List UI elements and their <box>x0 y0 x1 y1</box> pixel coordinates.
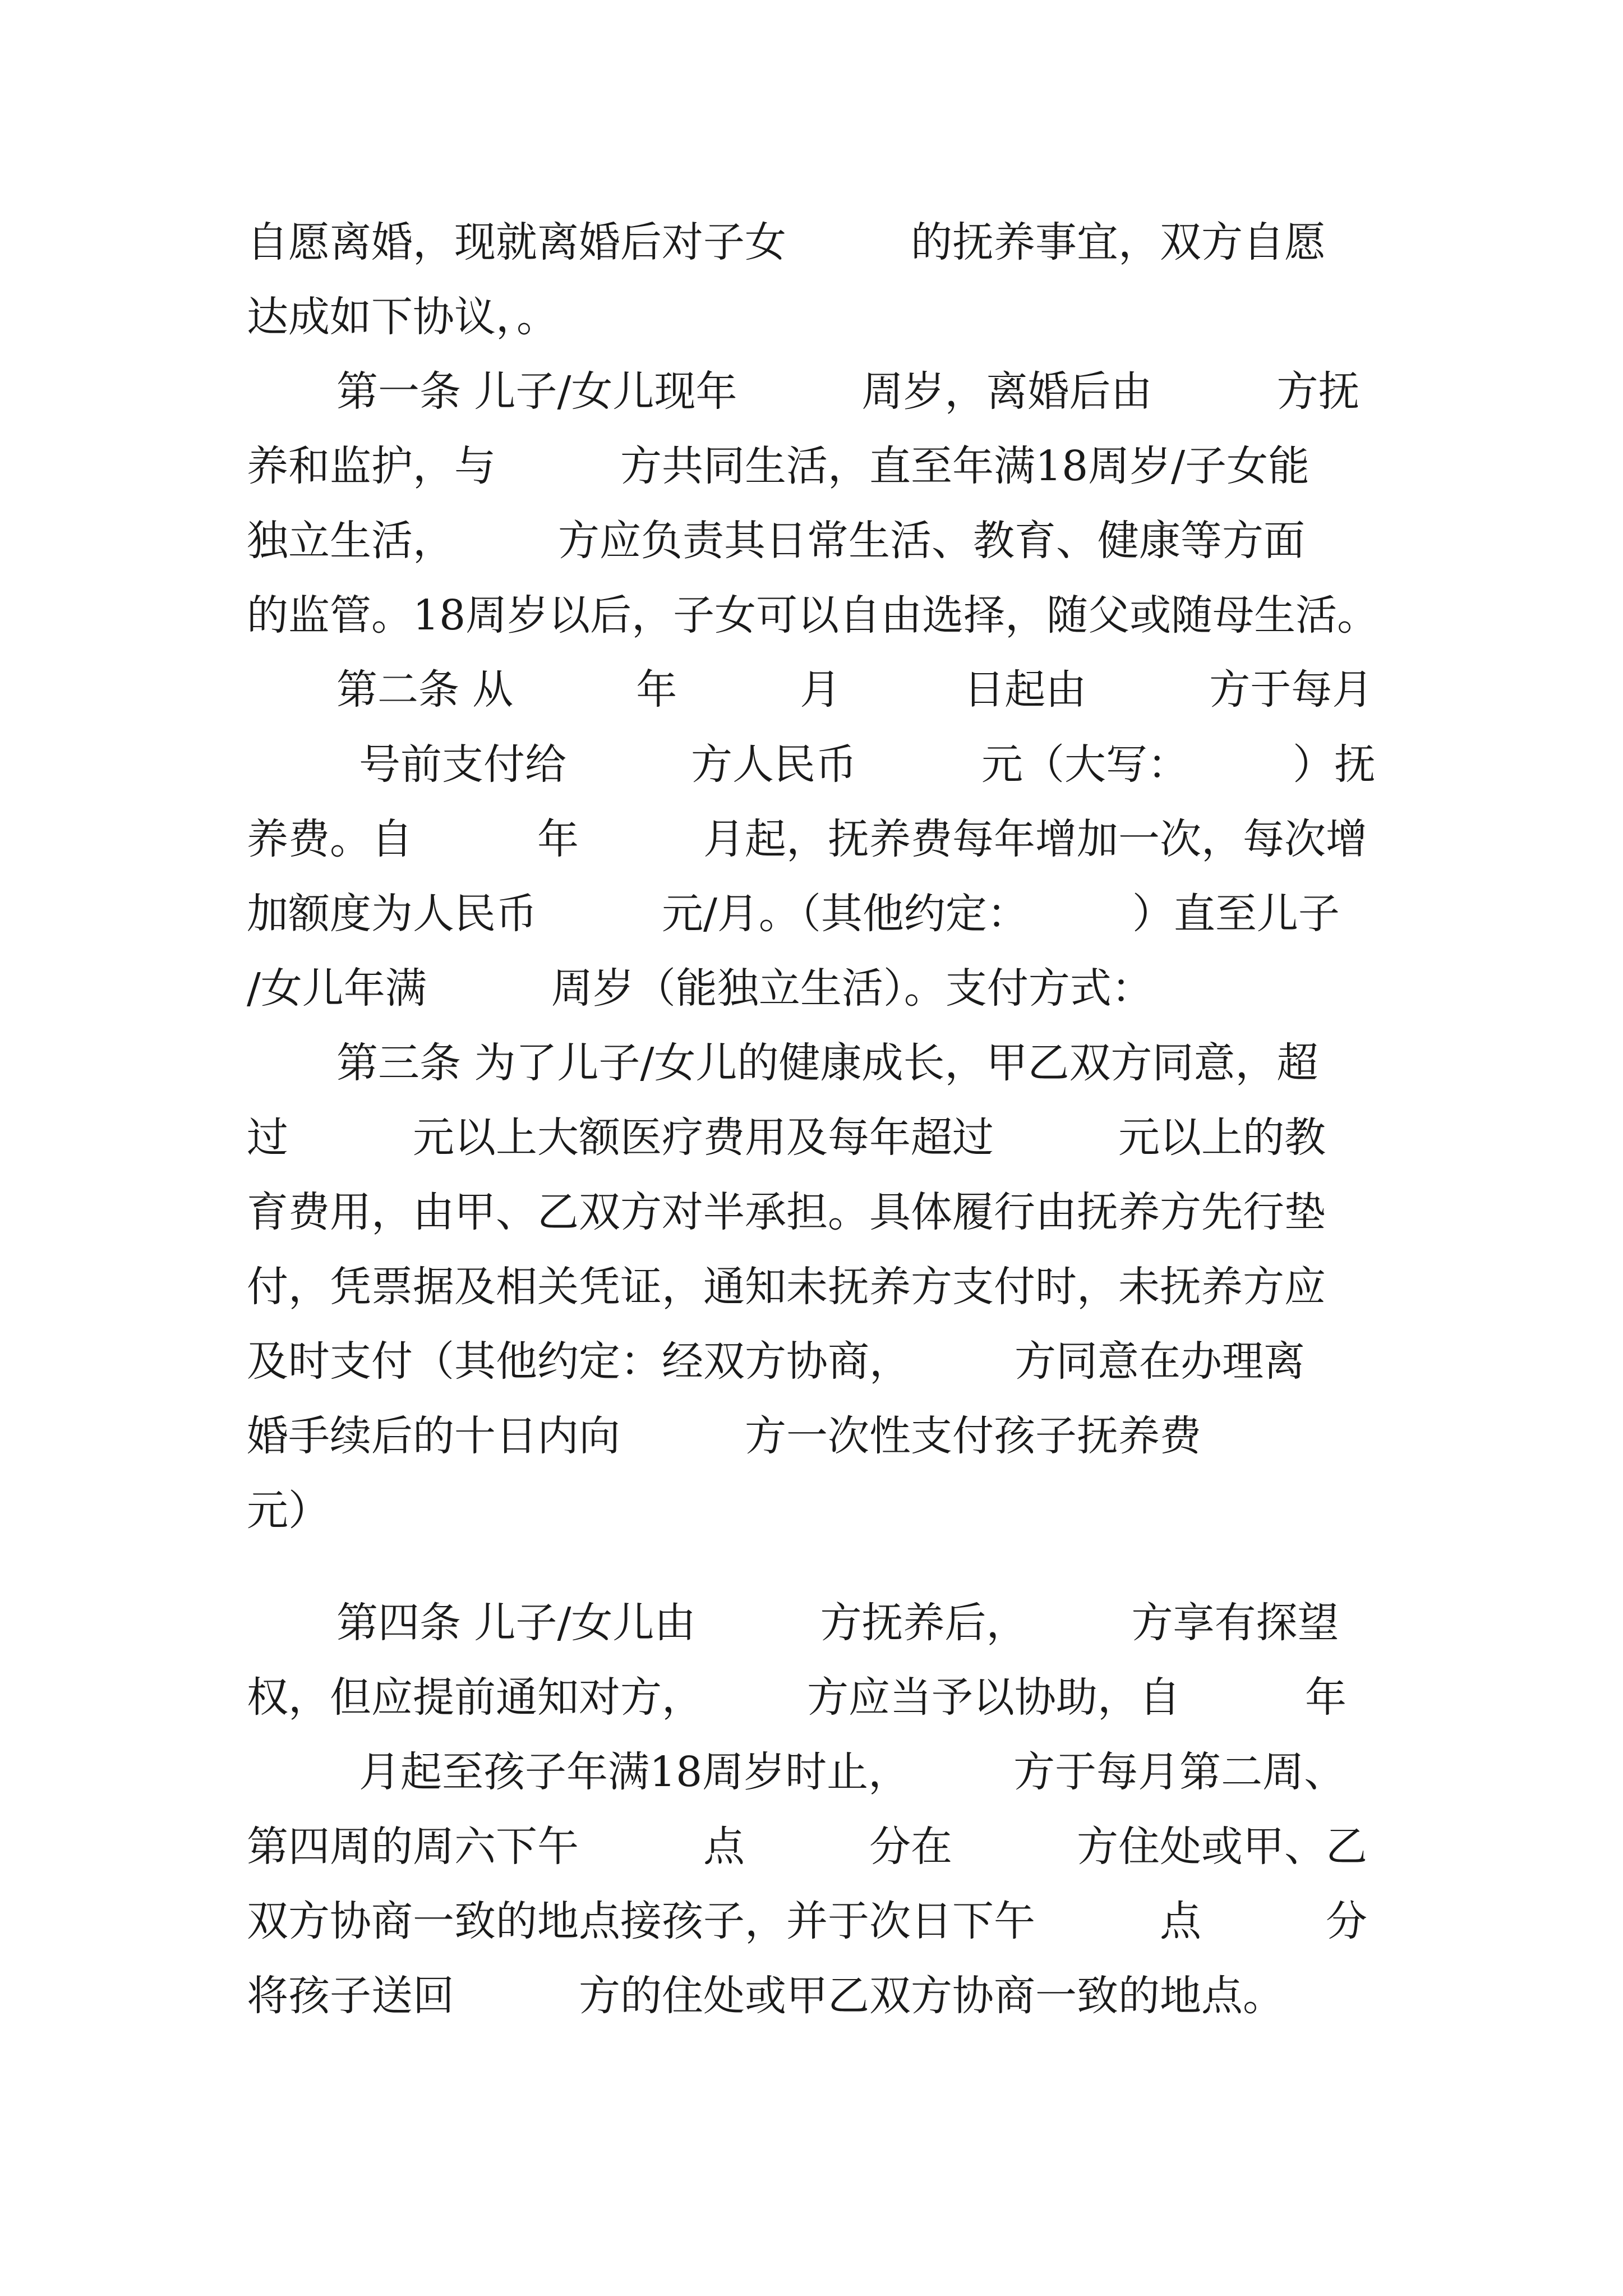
text-line: /女儿年满 周岁（能独立生活）。支付方式： <box>247 964 1153 1013</box>
text-line: 婚手续后的十日内向 方一次性支付孩子抚养费 <box>247 1412 1201 1460</box>
text-line: 付，凭票据及相关凭证，通知未抚养方支付时，未抚养方应 <box>247 1263 1326 1311</box>
text-line: 育费用，由甲、乙双方对半承担。具体履行由抚养方先行垫 <box>247 1188 1326 1236</box>
text-line: 养和监护，与 方共同生活，直至年满18周岁/子女能 <box>247 442 1310 490</box>
text-line: 养费。自 年 月起，抚养费每年增加一次，每次增 <box>247 815 1367 863</box>
text-line: 达成如下协议，。 <box>247 293 558 341</box>
text-line: 双方协商一致的地点接孩子，并于次日下午 点 分 <box>247 1897 1367 1945</box>
text-line: 第二条 从 年 月 日起由 方于每月 <box>336 666 1373 714</box>
text-line: 第一条 儿子/女儿现年 周岁，离婚后由 方抚 <box>336 367 1360 416</box>
text-line: 将孩子送回 方的住处或甲乙双方协商一致的地点。 <box>247 1972 1284 2020</box>
text-line: 第四条 儿子/女儿由 方抚养后， 方享有探望 <box>336 1599 1339 1647</box>
text-line: 月起至孩子年满18周岁时止， 方于每月第二周、 <box>359 1748 1346 1796</box>
text-line: 及时支付（其他约定：经双方协商， 方同意在办理离 <box>247 1337 1305 1386</box>
text-line: 权，但应提前通知对方， 方应当予以协助，自 年 <box>247 1673 1347 1722</box>
text-line: 过 元以上大额医疗费用及每年超过 元以上的教 <box>247 1114 1326 1162</box>
text-line: 加额度为人民币 元/月。（其他约定： ）直至儿子 <box>247 890 1340 938</box>
text-line: 第三条 为了儿子/女儿的健康成长，甲乙双方同意，超 <box>336 1039 1318 1087</box>
text-line: 号前支付给 方人民币 元（大写： ）抚 <box>359 740 1376 789</box>
text-line: 独立生活， 方应负责其日常生活、教育、健康等方面 <box>247 517 1305 565</box>
text-line: 的监管。18周岁以后，子女可以自由选择，随父或随母生活。 <box>247 591 1379 639</box>
text-line: 元） <box>247 1487 330 1535</box>
text-line: 第四周的周六下午 点 分在 方住处或甲、乙 <box>247 1823 1367 1871</box>
text-line: 自愿离婚，现就离婚后对子女 的抚养事宜，双方自愿 <box>247 218 1326 266</box>
